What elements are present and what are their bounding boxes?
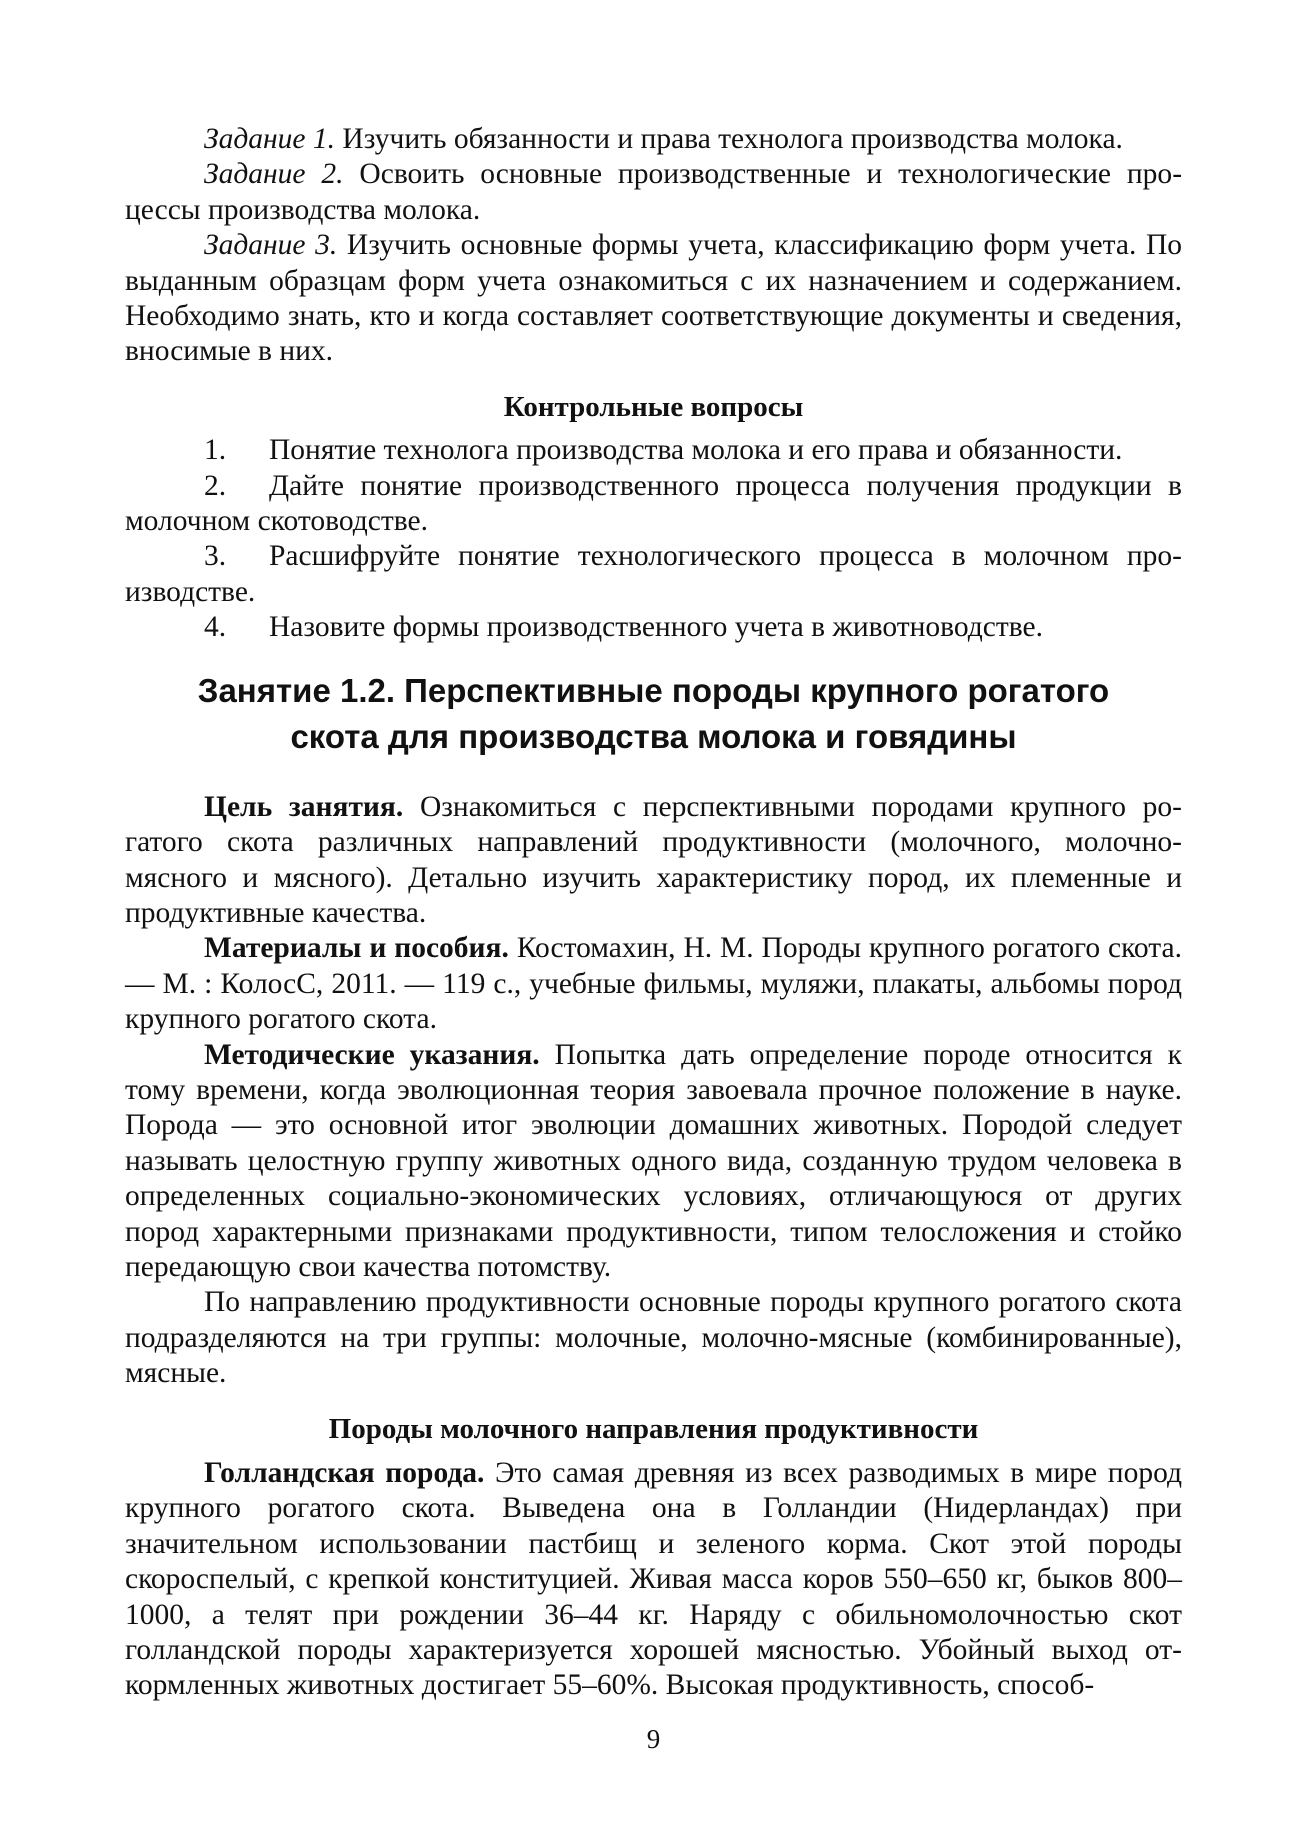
dutch-breed-paragraph — [125, 1456, 1182, 1704]
dairy-breeds-heading: Породы молочного направления продуктивности — [328, 1412, 979, 1445]
question-number: 3. — [204, 540, 227, 573]
question-number: 4. — [204, 611, 227, 644]
question-number: 2. — [204, 469, 227, 502]
goal-paragraph — [125, 790, 1182, 932]
question-text: Дайте понятие производственного процесса получения продукции в молочном скотоводстве. — [125, 469, 1182, 538]
task-3-text: Изучить основные формы учета, классификацию форм учета. По выданным образцам форм учета ознакомиться с их назначением и содержанием. Необходимо знать, кто и когда составляет соответствующие документы и сведения, вносимые в них. — [125, 229, 1183, 368]
question-item — [125, 610, 1182, 645]
dutch-breed-text: Это самая древняя из всех разводимых в мире пород крупного рогатого скота. Выведена она в Голландии (Нидерландах) при значительном использовании пастбищ и зеленого корма. Скот этой породы скороспелый, с крепкой конституцией. Живая масса коров 550–650 кг, быков 800–1000, а телят при рождении 36–44 кг. Наряду с обильномолочностью скот голландской породы характеризуется хорошей мясностью. Убойный выход откормленных животных достигает 55–60%. Высокая продуктивность, способ- — [125, 1457, 1182, 1702]
task-2 — [125, 157, 1182, 228]
task-3 — [125, 228, 1182, 370]
task-3-label: Задание 3. — [204, 229, 338, 262]
control-questions-heading: Контрольные вопросы — [503, 390, 804, 423]
question-text: Понятие технолога производства молока и его права и обязанности. — [269, 434, 1123, 467]
guidelines-label: Методические указания. — [204, 1038, 540, 1071]
question-text: Назовите формы производственного учета в животноводстве. — [269, 611, 1043, 644]
page-number: 9 — [646, 1724, 661, 1754]
materials-paragraph — [125, 931, 1182, 1037]
task-1-label: Задание 1. — [204, 123, 336, 155]
question-item — [125, 433, 1182, 468]
question-item — [125, 469, 1182, 540]
materials-text: Костомахин, Н. М. Породы крупного рогатого скота. — М. : КолосС, 2011. — 119 с., учебные фильмы, муляжи, плакаты, альбомы пород крупного рогатого скота. — [125, 932, 1182, 1036]
materials-label: Материалы и пособия. — [204, 932, 509, 965]
task-1 — [125, 122, 1182, 157]
task-1-text: Изучить обязанности и права технолога производства молока. — [335, 123, 1123, 155]
lesson-title — [125, 668, 1182, 760]
groups-paragraph: По направлению продуктивности основные породы крупного рогатого скота подразделяются на три группы: молочные, молочно-мясные (комбинированные), мясные. — [125, 1286, 1182, 1390]
task-2-text: Освоить основные производственные и технологические процессы производства молока. — [125, 158, 1183, 226]
lesson-title-line-1: Занятие 1.2. Перспективные породы крупного рогатого — [197, 671, 1110, 709]
question-number: 1. — [204, 434, 227, 467]
dutch-breed-label: Голландская порода. — [204, 1457, 485, 1489]
question-text: Расшифруйте понятие технологического процесса в молочном производстве. — [125, 540, 1182, 608]
guidelines-text: Попытка дать определение породе относится к тому времени, когда эволюционная теория завоевала прочное положение в науке. Порода — это основной итог эволюции домашних животных. Породой следует называть целостную группу животных одного вида, созданную трудом человека в определенных социально-экономических условиях, отличающуюся от других пород характерными признаками продуктивности, типом телосложения и стойко передающую свои качества потомству. — [125, 1038, 1182, 1283]
goal-label: Цель занятия. — [204, 790, 404, 823]
goal-text: Ознакомиться с перспективными породами крупного рогатого скота различных направлений продуктивности (молочного, молочно-мясного и мясного). Детально изучить характеристику пород, их племенные и продуктивные качества. — [125, 790, 1182, 929]
question-item — [125, 539, 1182, 610]
lesson-title-line-2: скота для производства молока и говядины — [290, 717, 1017, 755]
control-questions-list — [125, 433, 1182, 645]
guidelines-paragraph — [125, 1038, 1182, 1286]
task-2-label: Задание 2. — [204, 158, 344, 191]
